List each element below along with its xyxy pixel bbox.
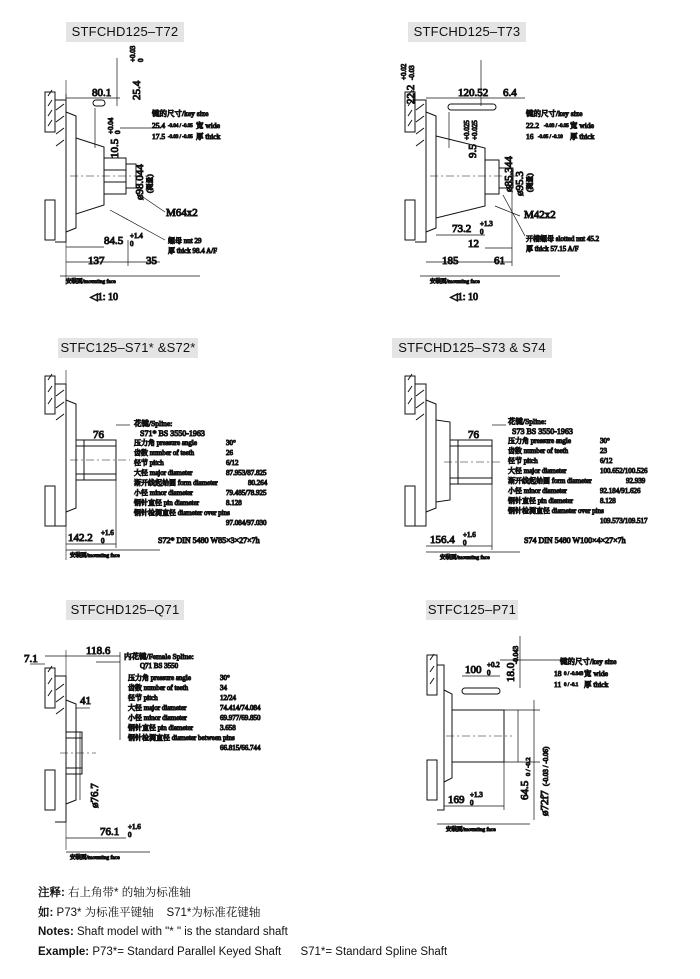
q71-row-v: 12/24	[220, 694, 236, 702]
s73-tol-len-lo: 0	[463, 539, 467, 547]
s73-tol-len-hi: +1.6	[463, 531, 476, 539]
note-en-2-a: P73*= Standard Parallel Keyed Shaft	[89, 945, 282, 958]
p71-key-t-txt: 厚 thick	[584, 680, 609, 689]
t73-diam-note: (测量)	[526, 173, 534, 192]
s71-row-v: 8.128	[226, 499, 242, 507]
s71-row-v: 79.485/78.925	[226, 489, 267, 497]
s73-row-v: 23	[600, 447, 607, 455]
t72-tol-len-lo: 0	[130, 240, 134, 248]
s71-row-v: 30°	[226, 439, 236, 447]
s73-row-v: 92.184/91.626	[600, 487, 641, 495]
s73-row-k: 压力角 pressure angle	[508, 437, 571, 445]
t72-thread: M64x2	[166, 207, 198, 219]
t72-key-label: 键的尺寸/key size	[152, 109, 209, 118]
t73-tol-key-top-lo: -0.03	[408, 65, 416, 80]
title-s71: STFC125–S71* &S72*	[58, 338, 198, 358]
q71-between-pins: 66.815/66.744	[220, 744, 261, 752]
note-cn-2	[38, 904, 447, 924]
t73-mount: 安装面/mounting face	[430, 279, 480, 285]
p71-key-w-tol: 0 / -0.043	[564, 672, 584, 677]
q71-row-v: 34	[220, 684, 227, 692]
s73-row-k: 钢针直径 pin diameter	[508, 497, 573, 505]
t72-nut-1: 螺母 nut 29	[168, 237, 202, 245]
s71-row-k: 大径 major diameter	[134, 469, 193, 477]
s71-tol-len-hi: +1.6	[101, 529, 114, 537]
t73-dim-len: 73.2	[452, 223, 472, 235]
q71-row-k: 钢针检测直径 diameter between pins	[128, 734, 235, 742]
t73-dim-12: 12	[468, 238, 479, 250]
t72-dim-key-len: 80.1	[92, 87, 112, 99]
p71-key-w-txt: 宽 wide	[584, 669, 608, 678]
q71-dim-1186: 118.6	[86, 645, 111, 657]
q71-row-k: 齿数 number of teeth	[128, 684, 189, 692]
t72-key-w-txt: 宽 wide	[196, 121, 220, 130]
t73-dim-61: 61	[494, 255, 505, 267]
title-p71: STFC125–P71	[426, 600, 518, 620]
q71-row-v: 74.414/74.084	[220, 704, 261, 712]
p71-tol-100-lo: 0	[487, 669, 491, 677]
t73-dim-185: 185	[442, 255, 459, 267]
title-q71: STFCHD125–Q71	[66, 600, 184, 620]
t72-dim-35: 35	[146, 255, 157, 267]
q71-dim-71: 7.1	[24, 653, 38, 665]
t72-mount: 安装面/mounting face	[66, 279, 116, 285]
t73-dim-key-top: 22.2	[405, 84, 417, 104]
t72-diam-note: (测量)	[146, 174, 154, 193]
note-cn-1-text: 右上角带* 的轴为标准轴	[64, 887, 191, 899]
t73-nut-1: 开槽螺母 slotted nut 45.2	[526, 235, 600, 243]
s73-row-k: 径节 pitch	[508, 457, 538, 465]
q71-row-k: 径节 pitch	[128, 694, 158, 702]
s73-row-v: 8.128	[600, 497, 616, 505]
t72-dim-key-mid: 10.5	[109, 138, 121, 158]
t72-key-t-tol: -0.03 / -0.05	[168, 135, 193, 140]
s71-dim-len: 142.2	[68, 532, 93, 544]
s71-row-k: 小径 minor diameter	[134, 489, 193, 497]
q71-row-v: 3.658	[220, 724, 236, 732]
s71-din: S72* DIN 5480 W85×3×27×7h	[158, 536, 260, 545]
q71-row-k: 小径 minor diameter	[128, 714, 187, 722]
q71-mount: 安装面/mounting face	[70, 855, 120, 861]
s73-row-k: 齿数 number of teeth	[508, 447, 569, 455]
s71-tol-len-lo: 0	[101, 537, 105, 545]
q71-tol-len-lo: 0	[128, 831, 132, 839]
note-en-2-b: S71*= Standard Spline Shaft	[300, 945, 448, 958]
title-s73: STFCHD125–S73 & S74	[392, 338, 552, 358]
p71-dim-18: 18.0	[505, 662, 517, 682]
t72-diam: ø98.044	[134, 164, 146, 200]
q71-dim-41: 41	[80, 695, 91, 707]
s73-spline-std: S73 BS 3550-1963	[512, 427, 573, 436]
title-t73: STFCHD125–T73	[408, 22, 526, 42]
t73-tol-len-lo: 0	[480, 228, 484, 236]
q71-spline-std: Q71 BS 3550	[140, 662, 179, 670]
p71-key-t: 11	[554, 680, 562, 689]
t73-tol-key-top-hi: +0.02	[400, 63, 408, 80]
t72-key-t: 17.5	[152, 132, 166, 141]
s73-din: S74 DIN 5480 W100×4×27×7h	[524, 536, 626, 545]
q71-spline-label: 内花键/Female Spline:	[124, 652, 194, 661]
q71-tol-len-hi: +1.6	[128, 823, 141, 831]
s71-row-k: 径节 pitch	[134, 459, 164, 467]
p71-diam: ø72f7	[539, 790, 551, 816]
t73-thread: M42x2	[524, 209, 556, 221]
t73-dim-64: 6.4	[503, 87, 517, 99]
q71-row-k: 压力角 pressure angle	[128, 674, 191, 682]
note-cn-2-label: 如:	[38, 906, 54, 919]
s71-row-v: 87.953/87.825	[226, 469, 267, 477]
p71-shaft	[446, 688, 512, 762]
t73-tol-key-mid-hi: +0.025	[463, 120, 471, 140]
p71-tol-100-hi: +0.2	[487, 661, 500, 669]
q71-row-v: 30°	[220, 674, 230, 682]
s73-dim-76: 76	[468, 429, 479, 441]
t73-key-w: 22.2	[526, 121, 540, 130]
t72-tol-len-hi: +1.4	[130, 232, 143, 240]
s71-row-k: 齿数 number of teeth	[134, 449, 195, 457]
note-en-2-label: Example:	[38, 945, 90, 958]
t73-tol-key-mid-lo: +0.025	[471, 120, 479, 140]
note-en-1	[38, 923, 447, 943]
p71-flange	[427, 654, 452, 810]
q71-row-k: 钢针直径 pin diameter	[128, 724, 193, 732]
t73-dim-key-mid: 9.5	[467, 144, 479, 158]
q71-dim-len: 76.1	[100, 826, 120, 838]
note-cn-2-a: P73* 为标准平键轴	[53, 906, 154, 919]
s73-row-k: 小径 minor diameter	[508, 487, 567, 495]
t73-taper: ◁1: 10	[450, 292, 478, 303]
s71-spline-std: S71* BS 3550-1963	[140, 429, 205, 438]
p71-key-t-tol: 0 / -0.1	[564, 683, 579, 688]
t72-dim-137: 137	[88, 255, 105, 267]
s71-row-v: 6/12	[226, 459, 239, 467]
t72-tol-key-mid-hi: +0.04	[107, 117, 115, 134]
t72-key-w: 25.4	[152, 121, 166, 130]
p71-mount: 安装面/mounting face	[446, 827, 496, 833]
s73-over-pins: 109.573/109.517	[600, 517, 648, 525]
s71-row-v: 80.264	[248, 479, 268, 487]
t73-key-label: 键的尺寸/key size	[526, 109, 583, 118]
s71-over-pins: 97.084/97.030	[226, 519, 267, 527]
q71-row-v: 69.977/69.850	[220, 714, 261, 722]
p71-tol-645: 0 / -0.2	[525, 757, 532, 776]
t73-key-t: 16	[526, 132, 534, 141]
p71-key-label: 键的尺寸/key size	[560, 657, 617, 666]
p71-tol-diam: (-0.03 / -0.06)	[542, 746, 550, 786]
s73-row-k: 大径 major diameter	[508, 467, 567, 475]
p71-dim-len: 169	[448, 794, 465, 806]
note-cn-1-label: 注释:	[38, 887, 65, 899]
t73-tol-len-hi: +1.3	[480, 220, 493, 228]
t72-key-t-txt: 厚 thick	[196, 132, 221, 141]
t72-dim-key-top: 25.4	[131, 80, 143, 100]
t73-key-w-tol: -0.03 / -0.05	[544, 124, 569, 129]
p71-key-w: 18	[554, 669, 562, 678]
s73-row-v: 100.652/100.526	[600, 467, 648, 475]
s71-row-k: 压力角 pressure angle	[134, 439, 197, 447]
s71-dim-76: 76	[93, 429, 104, 441]
t72-taper: ◁1: 10	[90, 292, 118, 303]
t73-nut-2: 厚 thick 57.15 A/F	[526, 245, 579, 253]
t73-key-t-tol: -0.05 / -0.10	[538, 135, 563, 140]
note-en-2	[38, 943, 447, 963]
s71-row-k: 钢针检测直径 diameter over pins	[134, 509, 230, 517]
t72-tol-key-top-lo: 0	[137, 58, 145, 62]
p71-tol-len-hi: +1.3	[470, 791, 483, 799]
s73-dim-len: 156.4	[430, 534, 455, 546]
s71-row-v: 26	[226, 449, 233, 457]
s73-row-v: 30°	[600, 437, 610, 445]
note-en-1-text: Shaft model with "* " is the standard shaft	[73, 926, 288, 938]
note-cn-2-b: S71*为标准花键轴	[166, 906, 261, 919]
p71-dim-645: 64.5	[519, 780, 531, 800]
t73-key-w-txt: 宽 wide	[570, 121, 594, 130]
s71-mount: 安装面/mounting face	[70, 553, 120, 559]
s71-spline-label: 花键/Spline:	[134, 419, 173, 428]
p71-tol-18: -0.043	[512, 645, 520, 664]
s73-row-v: 6/12	[600, 457, 613, 465]
s71-row-k: 钢针直径 pin diameter	[134, 499, 199, 507]
q71-diam: ø76.7	[89, 783, 101, 808]
s73-spline-label: 花键/Spline:	[508, 417, 547, 426]
q71-row-k: 大径 major diameter	[128, 704, 187, 712]
s71-row-k: 渐开线起始圆 form diameter	[134, 479, 218, 487]
s73-row-v: 92.939	[626, 477, 646, 485]
s73-row-k: 钢针检测直径 diameter over pins	[508, 507, 604, 515]
t72-key-w-tol: -0.04 / -0.05	[168, 124, 193, 129]
title-t72: STFCHD125–T72	[66, 22, 184, 42]
s73-row-k: 渐开线起始圆 form diameter	[508, 477, 592, 485]
s73-mount: 安装面/mounting face	[440, 555, 490, 561]
note-cn-1	[38, 884, 447, 904]
t72-dim-len: 84.5	[104, 235, 124, 247]
t73-diam-1: ø95.3	[514, 171, 526, 196]
note-en-1-label: Notes:	[38, 926, 74, 938]
t73-dim-key-len: 120.52	[458, 87, 489, 99]
notes-block	[38, 884, 447, 962]
t72-tol-key-top-hi: +0.03	[129, 45, 137, 62]
t72-nut-2: 厚 thick 98.4 A/F	[168, 247, 218, 255]
t73-key-t-txt: 厚 thick	[570, 132, 595, 141]
p71-dim-100: 100	[465, 664, 482, 676]
p71-tol-len-lo: 0	[470, 799, 474, 807]
t73-diam-2: ø85.344	[503, 156, 515, 192]
t72-tol-key-mid-lo: 0	[114, 130, 122, 134]
